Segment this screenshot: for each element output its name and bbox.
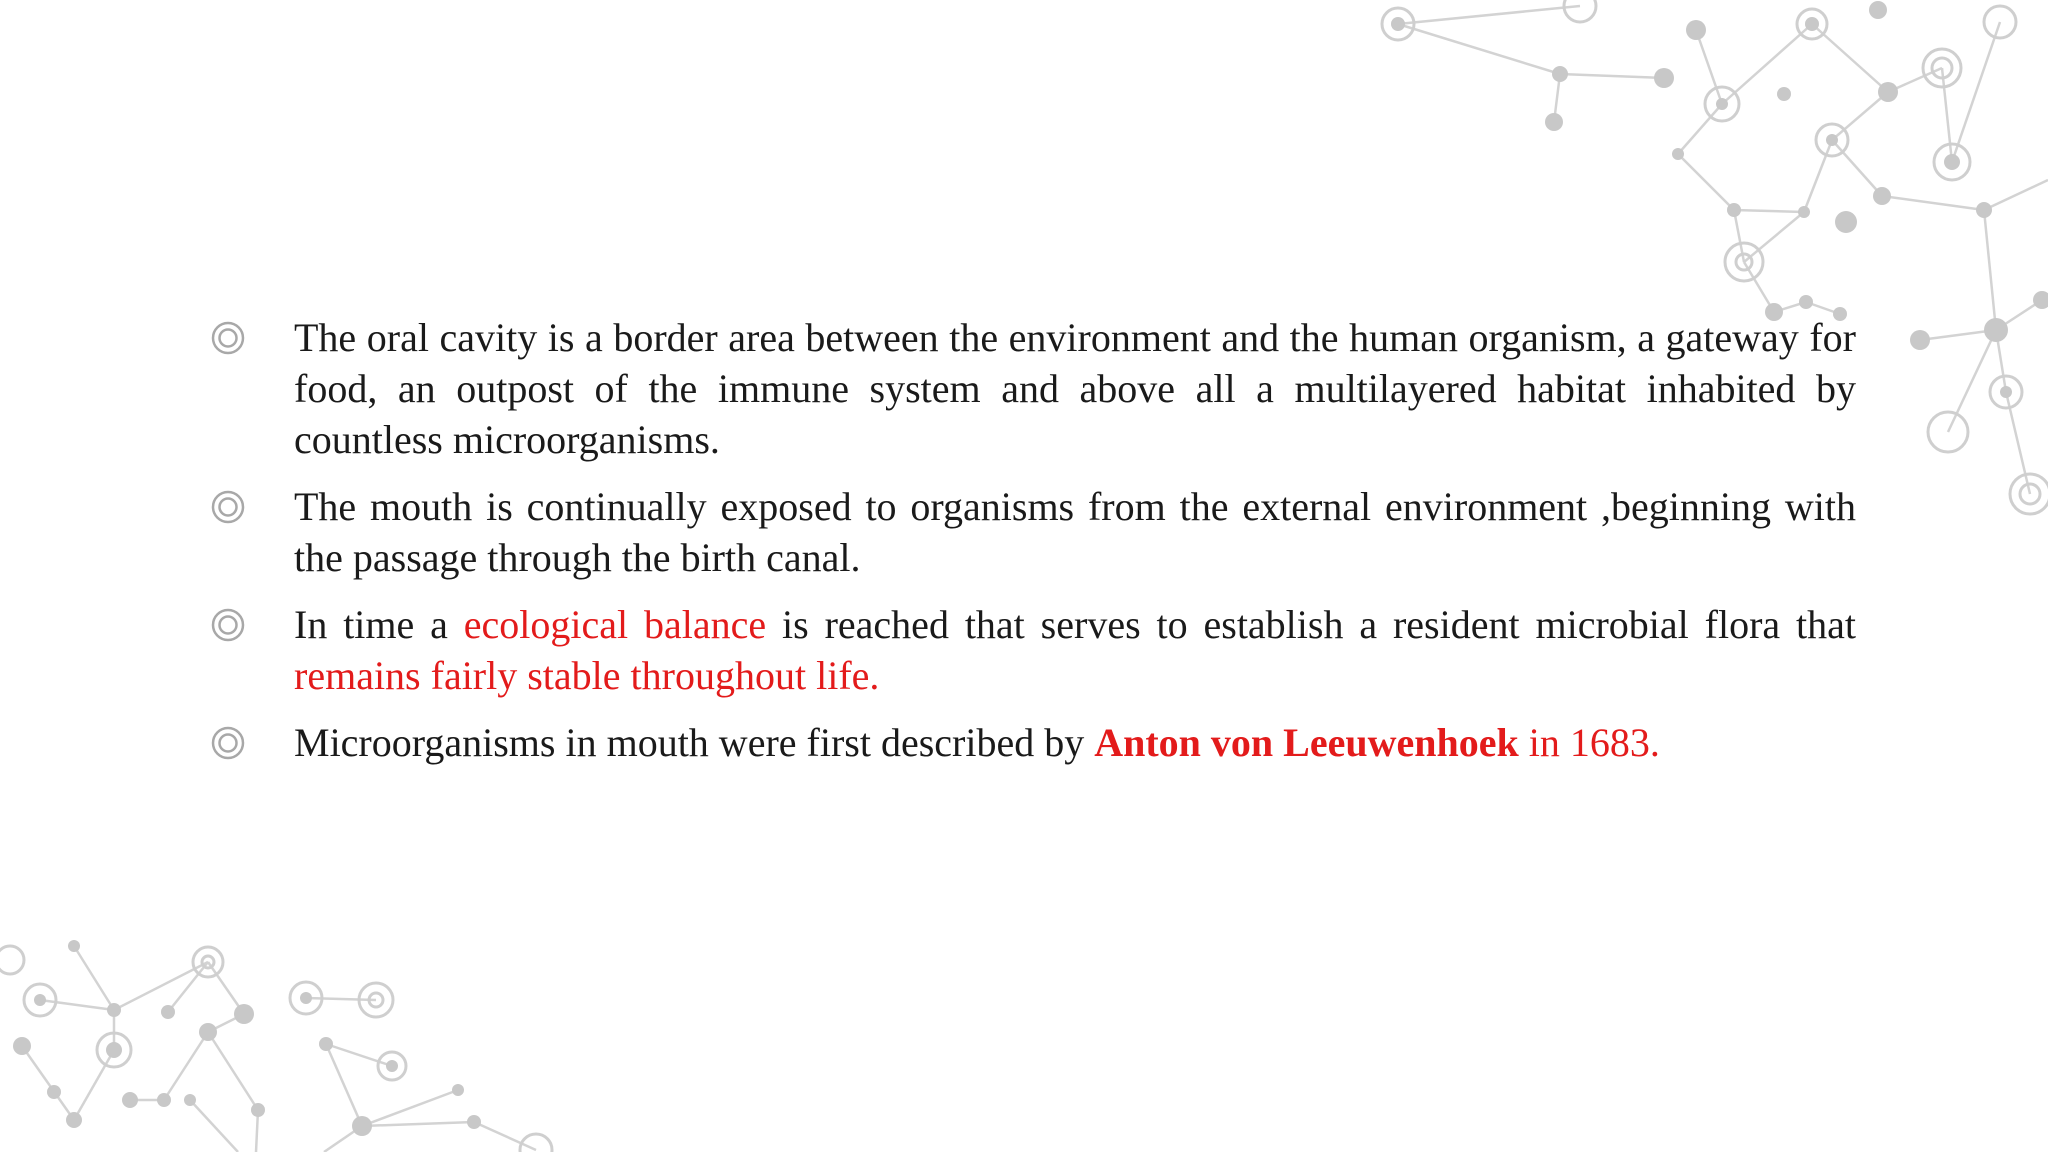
double-circle-bullet-icon xyxy=(210,725,246,761)
highlight-stable-throughout-life: remains fairly stable throughout life. xyxy=(294,653,880,698)
bullet-text-2: The mouth is continually exposed to organisms from the external environment ,beginning with the passage through the birth canal. xyxy=(294,484,1856,580)
double-circle-bullet-icon xyxy=(210,489,246,525)
bullet-item-3 xyxy=(210,599,1856,701)
bullet-item-4 xyxy=(210,717,1856,768)
bullet-list xyxy=(210,312,1856,784)
bullet-text-1: The oral cavity is a border area between the environment and the human organism, a gateway for food, an outpost of the immune system and above all a multilayered habitat inhabited by countless microorganisms. xyxy=(294,315,1856,462)
bullet-item-2 xyxy=(210,481,1856,583)
bullet-item-1 xyxy=(210,312,1856,465)
highlight-ecological-balance: ecological balance xyxy=(463,602,767,647)
highlight-year-1683: in 1683. xyxy=(1518,720,1660,765)
bullet-text-3-part1: In time a xyxy=(294,602,464,647)
bullet-text-4-part1: Microorganisms in mouth were first described by xyxy=(294,720,1095,765)
highlight-anton-von-leeuwenhoek: Anton von Leeuwenhoek xyxy=(1094,720,1519,765)
bullet-text-3-part2: is reached that serves to establish a resident microbial flora that xyxy=(766,602,1857,647)
double-circle-bullet-icon xyxy=(210,320,246,356)
network-lines-bottom-left xyxy=(22,946,536,1152)
double-circle-bullet-icon xyxy=(210,607,246,643)
